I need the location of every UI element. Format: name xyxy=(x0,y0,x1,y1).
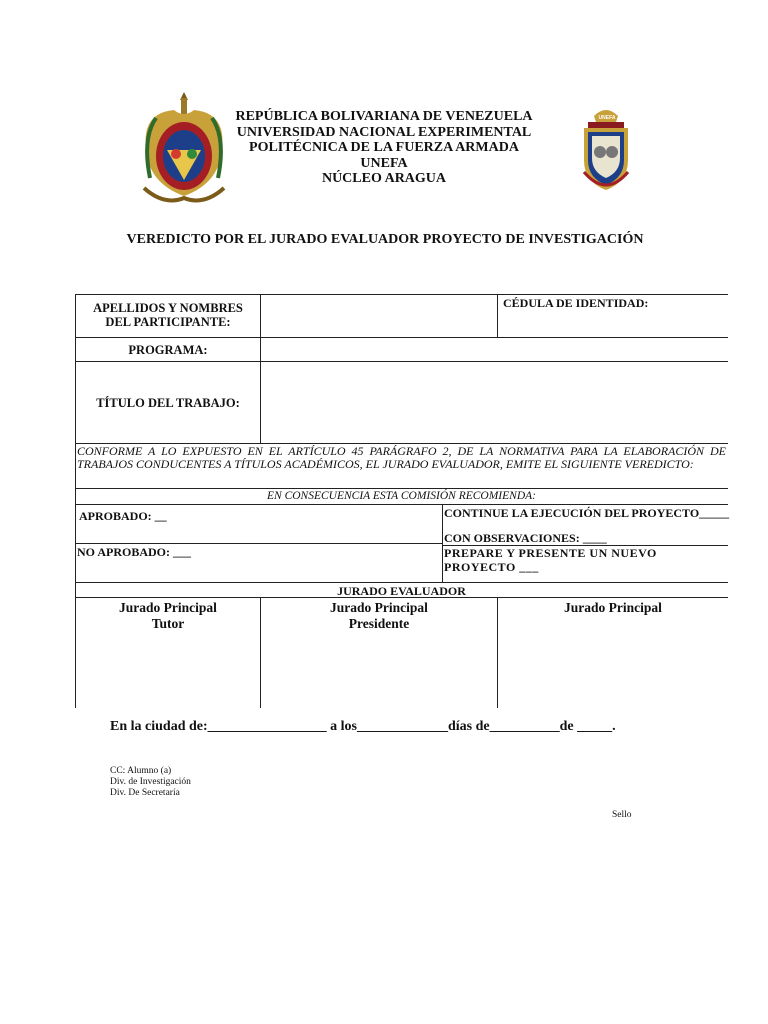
prepare-line-1: PREPARE Y PRESENTE UN NUEVO xyxy=(444,546,657,560)
jurado-principal-role: Jurado Principal xyxy=(564,600,662,615)
apellidos-label: APELLIDOS Y NOMBRES DEL PARTICIPANTE: xyxy=(93,301,243,329)
header-line-2: UNIVERSIDAD NACIONAL EXPERIMENTAL xyxy=(236,124,532,140)
aprobado-option: APROBADO: __ xyxy=(79,509,167,523)
document-title: VEREDICTO POR EL JURADO EVALUADOR PROYECTO DE INVESTIGACIÓN xyxy=(126,232,644,247)
jurado-presidente-title: Presidente xyxy=(348,616,410,631)
cc-investigacion: Div. de Investigación xyxy=(110,777,191,787)
prepare-line-2: PROYECTO ___ xyxy=(444,560,539,574)
conforme-paragraph: CONFORME A LO EXPUESTO EN EL ARTÍCULO 45 PARÁGRAFO 2, DE LA NORMATIVA PARA LA ELABORACIÓN DE TRABAJOS CONDUCENTES A TÍTULOS ACADÉMICOS, EL JURADO EVALUADOR, EMITE EL SIGUIENTE VEREDICTO: xyxy=(77,444,726,471)
jurado-tutor xyxy=(76,600,260,632)
jurado-presidente-role: Jurado Principal xyxy=(330,600,428,615)
cc-secretaria: Div. De Secretaría xyxy=(110,788,180,798)
institution-header xyxy=(200,109,568,187)
recomienda-text: EN CONSECUENCIA ESTA COMISIÓN RECOMIENDA: xyxy=(267,490,536,502)
continue-option: CONTINUE LA EJECUCIÓN DEL PROYECTO_____ xyxy=(444,506,730,520)
titulo-label: TÍTULO DEL TRABAJO: xyxy=(96,396,240,410)
header-line-4: UNEFA xyxy=(360,155,408,171)
city-date-line: En la ciudad de:_________________ a los_____________días de__________de _____. xyxy=(110,719,616,734)
jurado-presidente xyxy=(261,600,497,632)
sello-label: Sello xyxy=(612,810,632,820)
no-aprobado-option: NO APROBADO: ___ xyxy=(77,545,191,559)
cedula-label: CÉDULA DE IDENTIDAD: xyxy=(503,296,649,310)
jurado-evaluador-header: JURADO EVALUADOR xyxy=(337,584,466,598)
header-line-1: REPÚBLICA BOLIVARIANA DE VENEZUELA xyxy=(235,109,533,124)
header-line-5: NÚCLEO ARAGUA xyxy=(321,171,447,186)
copy-list xyxy=(110,766,191,799)
jurado-principal xyxy=(498,600,728,616)
cc-alumno: CC: Alumno (a) xyxy=(110,766,172,776)
observaciones-option: CON OBSERVACIONES: ____ xyxy=(444,531,607,545)
jurado-tutor-role: Jurado Principal xyxy=(119,600,217,615)
programa-label: PROGRAMA: xyxy=(128,343,208,357)
jurado-tutor-title: Tutor xyxy=(151,616,185,631)
header-line-3: POLITÉCNICA DE LA FUERZA ARMADA xyxy=(249,140,519,155)
unefa-logo-text: UNEFA xyxy=(598,115,616,121)
